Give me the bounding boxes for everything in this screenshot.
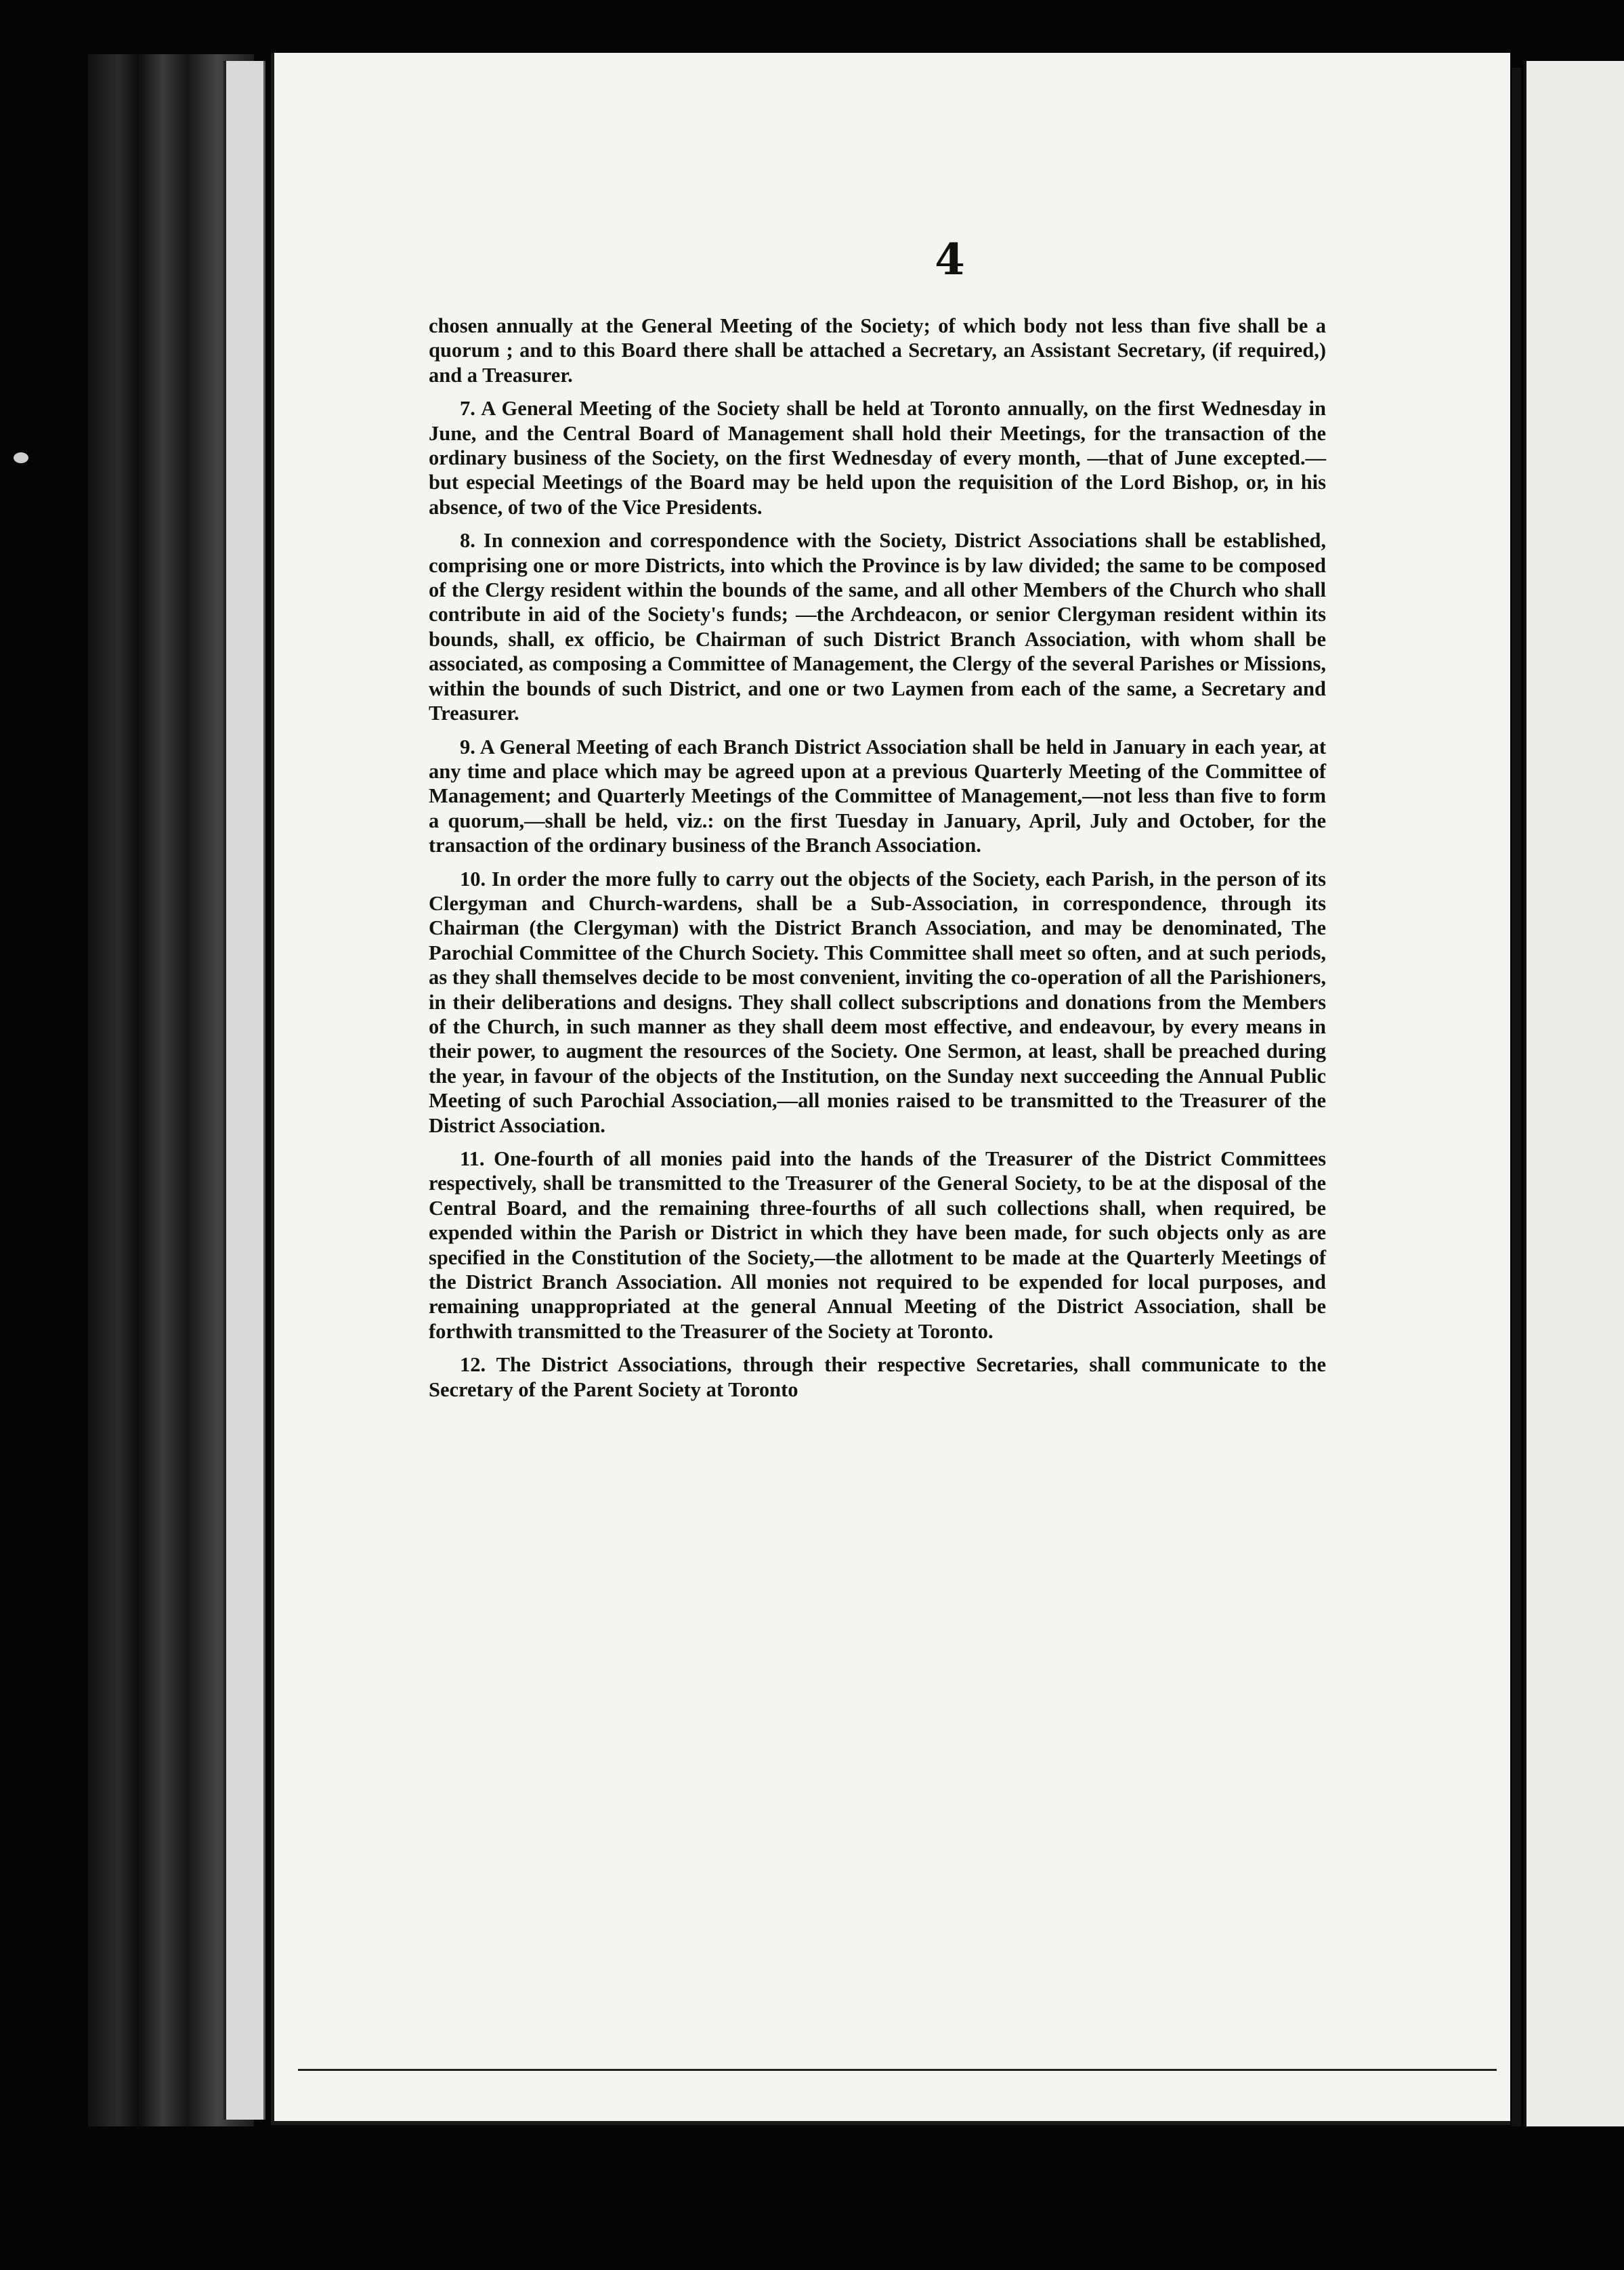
right-gutter	[1512, 68, 1521, 2126]
paragraph-6-continued: chosen annually at the General Meeting of the Society; of which body not less than five shall be a quorum ; and to this Board there shall be attached a Secretary, an Assistant Secretary, (if required,) and a Treasurer.	[429, 314, 1326, 387]
binding-page-edge	[223, 61, 265, 2120]
paragraph-12: 12. The District Associations, through their respective Secretaries, shall communicate to the Secretary of the Parent Society at Toronto	[429, 1353, 1326, 1401]
scan-speck	[14, 452, 28, 463]
page-number: 4	[935, 234, 965, 285]
document-page	[271, 53, 1510, 2125]
paragraph-11: 11. One-fourth of all monies paid into the hands of the Treasurer of the District Committees respectively, shall be transmitted to the Treasurer of the General Society, to be at the disposal of the Central Board, and the remaining three-fourths of all such collections shall, when required, be expended within the Parish or District in which they have been made, for such objects only as are specified in the Constitution of the Society,—the allotment to be made at the Quarterly Meetings of the District Branch Association. All monies not required to be expended for local purposes, and remaining unappropriated at the general Annual Meeting of the District Association, shall be forthwith transmitted to the Treasurer of the Society at Toronto.	[429, 1147, 1326, 1343]
body-text	[429, 314, 1326, 1402]
page-bottom-edge	[298, 2069, 1497, 2076]
paragraph-8: 8. In connexion and correspondence with the Society, District Associations shall be established, comprising one or more Districts, into which the Province is by law divided; the same to be composed of the Clergy resident within the bounds of the same, and all other Members of the Church who shall contribute in aid of the Society's funds; —the Archdeacon, or senior Clergyman resident within its bounds, shall, ex officio, be Chairman of such District Branch Association, with whom shall be associated, as composing a Committee of Management, the Clergy of the several Parishes or Missions, within the bounds of such District, and one or two Laymen from each of the same, a Secretary and Treasurer.	[429, 529, 1326, 725]
facing-page-edge	[1524, 61, 1624, 2126]
paragraph-10: 10. In order the more fully to carry out the objects of the Society, each Parish, in the person of its Clergyman and Church-wardens, shall be a Sub-Association, in correspondence, through its Chairman (the Clergyman) with the District Branch Association, and may be denominated, The Parochial Committee of the Church Society. This Committee shall meet so often, and at such periods, as they shall themselves decide to be most convenient, inviting the co-operation of all the Parishioners, in their deliberations and designs. They shall collect subscriptions and donations from the Members of the Church, in such manner as they shall deem most effective, and endeavour, by every means in their power, to augment the resources of the Society. One Sermon, at least, shall be preached during the year, in favour of the objects of the Institution, on the Sunday next succeeding the Annual Public Meeting of such Parochial Association,—all monies raised to be transmitted to the Treasurer of the District Association.	[429, 867, 1326, 1137]
paragraph-7: 7. A General Meeting of the Society shall be held at Toronto annually, on the first Wednesday in June, and the Central Board of Management shall hold their Meetings, for the transaction of the ordinary business of the Society, on the first Wednesday of every month, —that of June excepted.—but especial Meetings of the Board may be held upon the requisition of the Lord Bishop, or, in his absence, of two of the Vice Presidents.	[429, 397, 1326, 519]
paragraph-9: 9. A General Meeting of each Branch District Association shall be held in January in each year, at any time and place which may be agreed upon at a previous Quarterly Meeting of the Committee of Management; and Quarterly Meetings of the Committee of Management,—not less than five to form a quorum,—shall be held, viz.: on the first Tuesday in January, April, July and October, for the transaction of the ordinary business of the Branch Association.	[429, 735, 1326, 857]
